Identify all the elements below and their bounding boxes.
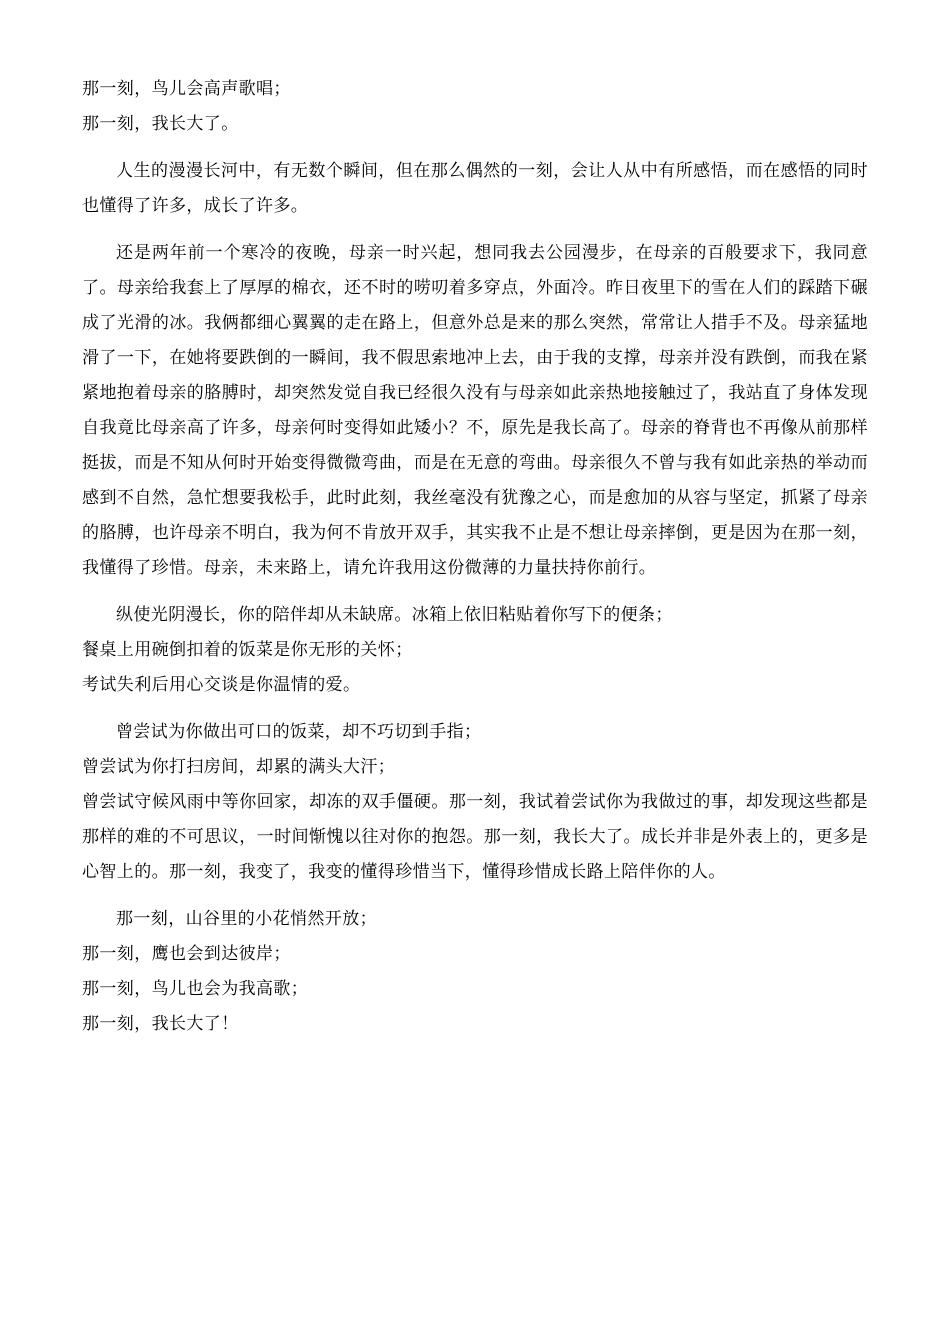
- paragraph-attempts-line-2: 曾尝试为你打扫房间，却累的满头大汗；: [82, 757, 396, 777]
- paragraph-companionship-line-1: 纵使光阴漫长，你的陪伴却从未缺席。冰箱上依旧粘贴着你写下的便条；: [116, 605, 673, 625]
- opening-line-2: 那一刻，我长大了。: [82, 114, 239, 134]
- closing-line-2: 那一刻，鹰也会到达彼岸；: [82, 944, 291, 964]
- closing-line-1: 那一刻，山谷里的小花悄然开放；: [116, 909, 377, 929]
- closing-line-3: 那一刻，鸟儿也会为我高歌；: [82, 979, 309, 999]
- document-page: [82, 72, 868, 1042]
- paragraph-attempts-line-3: 曾尝试守候风雨中等你回家，却冻的双手僵硬。那一刻，我试着尝试你为我做过的事，却发现这些都是那样的难的不可思议，一时间惭愧以往对你的抱怨。那一刻，我长大了。成长并非是外表上的，更多是心智上的。那一刻，我变了，我变的懂得珍惜当下，懂得珍惜成长路上陪伴你的人。: [82, 792, 868, 882]
- opening-line-1: 那一刻，鸟儿会高声歌唱；: [82, 79, 291, 99]
- spacer: [82, 224, 868, 236]
- spacer: [82, 703, 868, 715]
- spacer: [82, 142, 868, 154]
- closing-line-4: 那一刻，我长大了！: [82, 1014, 239, 1034]
- paragraph-attempts-line-1: 曾尝试为你做出可口的饭菜，却不巧切到手指；: [116, 722, 482, 742]
- paragraph-winter-walk: 还是两年前一个寒冷的夜晚，母亲一时兴起，想同我去公园漫步，在母亲的百般要求下，我同意了。母亲给我套上了厚厚的棉衣，还不时的唠叨着多穿点，外面冷。昨日夜里下的雪在人们的踩踏下碾成了光滑的冰。我俩都细心翼翼的走在路上，但意外总是来的那么突然，常常让人措手不及。母亲猛地滑了一下，在她将要跌倒的一瞬间，我不假思索地冲上去，由于我的支撑，母亲并没有跌倒，而我在紧紧地抱着母亲的胳膊时，却突然发觉自我已经很久没有与母亲如此亲热地接触过了，我站直了身体发现自我竟比母亲高了许多，母亲何时变得如此矮小？不，原先是我长高了。母亲的脊背也不再像从前那样挺拔，而是不知从何时开始变得微微弯曲，而是在无意的弯曲。母亲很久不曾与我有如此亲热的举动而感到不自然，急忙想要我松手，此时此刻，我丝毫没有犹豫之心，而是愈加的从容与坚定，抓紧了母亲的胳膊，也许母亲不明白，我为何不肯放开双手，其实我不止是不想让母亲摔倒，更是因为在那一刻，我懂得了珍惜。母亲，未来路上，请允许我用这份微薄的力量扶持你前行。: [82, 243, 868, 578]
- paragraph-companionship-line-3: 考试失利后用心交谈是你温情的爱。: [82, 675, 361, 695]
- paragraph-companionship-line-2: 餐桌上用碗倒扣着的饭菜是你无形的关怀；: [82, 640, 413, 660]
- paragraph-reflection: 人生的漫漫长河中，有无数个瞬间，但在那么偶然的一刻，会让人从中有所感悟，而在感悟的同时也懂得了许多，成长了许多。: [82, 161, 868, 216]
- spacer: [82, 586, 868, 598]
- spacer: [82, 890, 868, 902]
